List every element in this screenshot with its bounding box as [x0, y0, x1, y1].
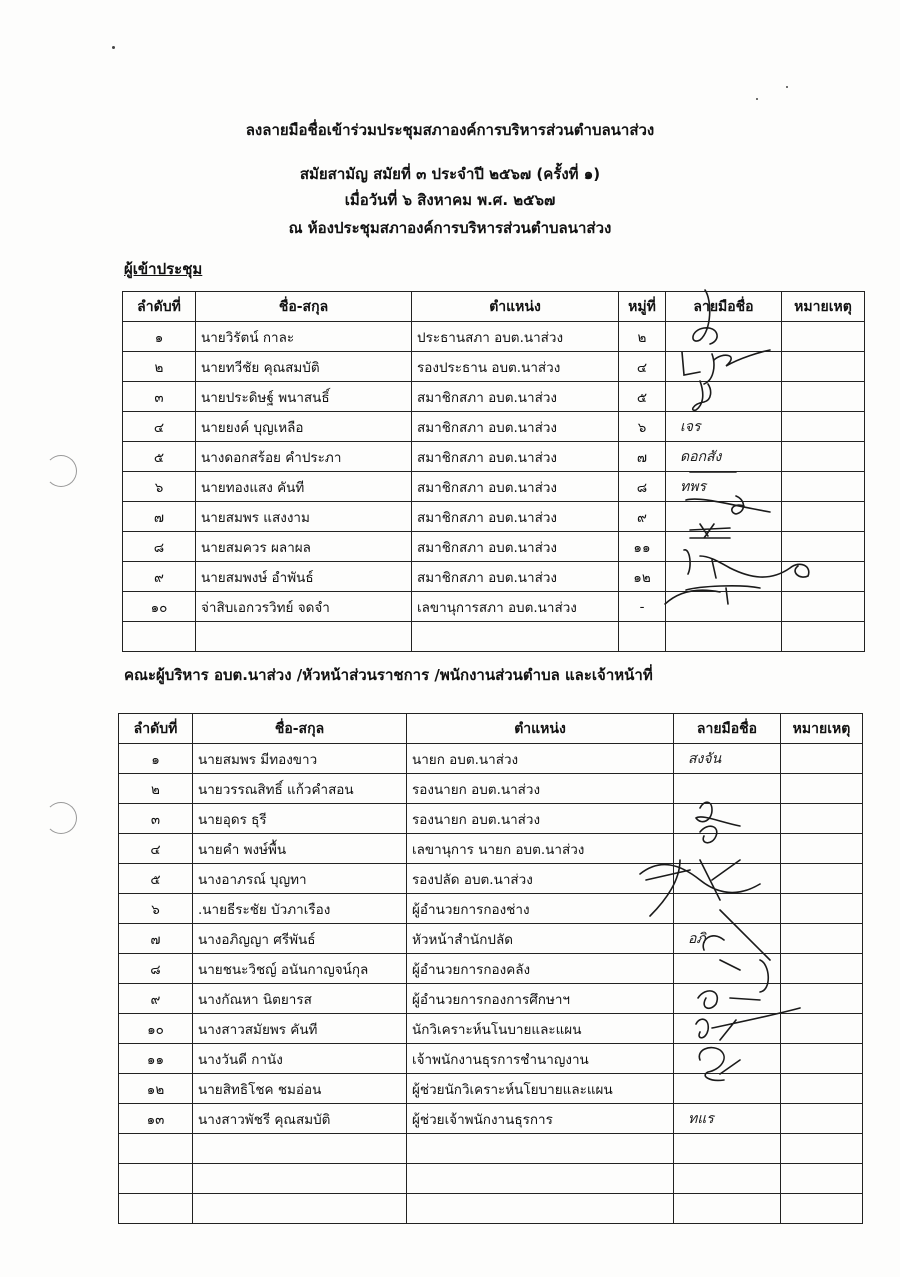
- row-number: ๗: [123, 502, 196, 532]
- village-number: ๔: [619, 352, 666, 382]
- col-header-number: ลำดับที่: [119, 714, 193, 744]
- row-number: ๕: [119, 864, 193, 894]
- staff-position: ผู้ช่วยนักวิเคราะห์นโยบายและแผน: [407, 1074, 674, 1104]
- handwritten-signature: ทแร: [688, 1111, 714, 1127]
- row-number: ๑๑: [119, 1044, 193, 1074]
- member-name: นายสมพร แสงงาม: [196, 502, 412, 532]
- staff-name: นางอภิญญา ศรีพันธ์: [193, 924, 407, 954]
- member-name: นายวิรัตน์ กาละ: [196, 322, 412, 352]
- row-number: ๑๐: [123, 592, 196, 622]
- col-header-name: ชื่อ-สกุล: [193, 714, 407, 744]
- signature-stroke: [703, 936, 768, 992]
- col-header-position: ตำแหน่ง: [407, 714, 674, 744]
- signature-stroke: [700, 826, 717, 843]
- col-header-remarks: หมายเหตุ: [781, 714, 863, 744]
- col-header-name: ชื่อ-สกุล: [196, 292, 412, 322]
- member-position: สมาชิกสภา อบต.นาส่วง: [412, 442, 619, 472]
- signature-stroke: [696, 1008, 800, 1040]
- row-number: ๒: [119, 774, 193, 804]
- staff-position: ผู้ช่วยเจ้าพนักงานธุรการ: [407, 1104, 674, 1134]
- row-number: ๖: [119, 894, 193, 924]
- executives-section-label: คณะผู้บริหาร อบต.นาส่วง /หัวหน้าส่วนราชการ /พนักงานส่วนตำบล และเจ้าหน้าที่: [124, 666, 653, 684]
- staff-position: รองปลัด อบต.นาส่วง: [407, 864, 674, 894]
- row-number: ๙: [123, 562, 196, 592]
- signature-stroke: [693, 290, 717, 344]
- staff-name: .นายธีระชัย บัวภาเรือง: [193, 894, 407, 924]
- row-number: ๘: [119, 954, 193, 984]
- village-number: ๒: [619, 322, 666, 352]
- staff-position: รองนายก อบต.นาส่วง: [407, 804, 674, 834]
- member-position: ประธานสภา อบต.นาส่วง: [412, 322, 619, 352]
- signature-stroke: [686, 472, 770, 512]
- row-number: ๑: [119, 744, 193, 774]
- staff-position: นักวิเคราะห์นโนบายและแผน: [407, 1014, 674, 1044]
- signature-stroke: [693, 381, 711, 410]
- venue-line: ณ ห้องประชุมสภาองค์การบริหารส่วนตำบลนาส่วง: [288, 219, 612, 237]
- session-line: สมัยสามัญ สมัยที่ ๓ ประจำปี ๒๕๖๗ (ครั้งที่ ๑): [299, 165, 601, 183]
- member-position: สมาชิกสภา อบต.นาส่วง: [412, 382, 619, 412]
- row-number: ๓: [123, 382, 196, 412]
- staff-position: ผู้อำนวยการกองการศึกษาฯ: [407, 984, 674, 1014]
- signature-stroke: [682, 350, 770, 384]
- signature-stroke: [699, 1048, 740, 1081]
- col-header-position: ตำแหน่ง: [412, 292, 619, 322]
- staff-name: นายอุดร ธุรี: [193, 804, 407, 834]
- staff-name: นางอาภรณ์ บุญทา: [193, 864, 407, 894]
- attendees-section-label: ผู้เข้าประชุม: [124, 260, 203, 278]
- row-number: ๙: [119, 984, 193, 1014]
- handwritten-signature: ทพร: [680, 479, 706, 495]
- signature-stroke: [698, 991, 760, 1008]
- member-name: นายสมควร ผลาผล: [196, 532, 412, 562]
- member-name: นายประดิษฐ์ พนาสนธิ์: [196, 382, 412, 412]
- village-number: ๑๒: [619, 562, 666, 592]
- staff-name: นางกัณหา นิตยารส: [193, 984, 407, 1014]
- member-name: นายสมพงษ์ อำพันธ์: [196, 562, 412, 592]
- row-number: ๕: [123, 442, 196, 472]
- row-number: ๒: [123, 352, 196, 382]
- staff-name: นางสาวพัชรี คุณสมบัติ: [193, 1104, 407, 1134]
- staff-position: ผู้อำนวยการกองช่าง: [407, 894, 674, 924]
- member-name: จ่าสิบเอกวรวิทย์ จดจำ: [196, 592, 412, 622]
- member-position: สมาชิกสภา อบต.นาส่วง: [412, 412, 619, 442]
- document-title: ลงลายมือชื่อเข้าร่วมประชุมสภาองค์การบริหารส่วนตำบลนาส่วง: [245, 121, 655, 139]
- member-name: นายทองแสง คันที: [196, 472, 412, 502]
- col-header-village: หมู่ที่: [619, 292, 666, 322]
- member-position: สมาชิกสภา อบต.นาส่วง: [412, 532, 619, 562]
- staff-position: รองนายก อบต.นาส่วง: [407, 774, 674, 804]
- row-number: ๗: [119, 924, 193, 954]
- village-number: -: [619, 592, 666, 622]
- member-position: สมาชิกสภา อบต.นาส่วง: [412, 502, 619, 532]
- col-header-remarks: หมายเหตุ: [782, 292, 865, 322]
- member-position: รองประธาน อบต.นาส่วง: [412, 352, 619, 382]
- row-number: ๑๓: [119, 1104, 193, 1134]
- village-number: ๕: [619, 382, 666, 412]
- signature-stroke: [690, 524, 730, 538]
- handwritten-signature: สงจัน: [688, 751, 722, 767]
- staff-name: นายชนะวิชญ์ อนันกาญจน์กุล: [193, 954, 407, 984]
- col-header-number: ลำดับที่: [123, 292, 196, 322]
- village-number: ๘: [619, 472, 666, 502]
- signature-stroke: [640, 860, 770, 960]
- village-number: ๖: [619, 412, 666, 442]
- member-name: นายยงค์ บุญเหลือ: [196, 412, 412, 442]
- village-number: ๗: [619, 442, 666, 472]
- member-name: นายทวีชัย คุณสมบัติ: [196, 352, 412, 382]
- staff-name: นายสมพร มีทองขาว: [193, 744, 407, 774]
- staff-position: ผู้อำนวยการกองคลัง: [407, 954, 674, 984]
- staff-position: เจ้าพนักงานธุรการชำนาญงาน: [407, 1044, 674, 1074]
- member-position: เลขานุการสภา อบต.นาส่วง: [412, 592, 619, 622]
- signature-stroke: [696, 802, 740, 826]
- member-name: นางดอกสร้อย คำประภา: [196, 442, 412, 472]
- staff-name: นายคำ พงษ์พื้น: [193, 834, 407, 864]
- staff-position: หัวหน้าสำนักปลัด: [407, 924, 674, 954]
- row-number: ๔: [119, 834, 193, 864]
- row-number: ๑: [123, 322, 196, 352]
- staff-position: นายก อบต.นาส่วง: [407, 744, 674, 774]
- handwritten-signature: อภิ: [688, 931, 706, 947]
- staff-name: นางวันดี กานัง: [193, 1044, 407, 1074]
- col-header-signature: ลายมือชื่อ: [666, 292, 782, 322]
- staff-name: นางสาวสมัยพร คันที: [193, 1014, 407, 1044]
- row-number: ๑๒: [119, 1074, 193, 1104]
- village-number: ๑๑: [619, 532, 666, 562]
- village-number: ๙: [619, 502, 666, 532]
- staff-position: เลขานุการ นายก อบต.นาส่วง: [407, 834, 674, 864]
- row-number: ๘: [123, 532, 196, 562]
- row-number: ๔: [123, 412, 196, 442]
- staff-name: นายวรรณสิทธิ์ แก้วคำสอน: [193, 774, 407, 804]
- date-line: เมื่อวันที่ ๖ สิงหาคม พ.ศ. ๒๕๖๗: [344, 191, 556, 209]
- member-position: สมาชิกสภา อบต.นาส่วง: [412, 472, 619, 502]
- row-number: ๖: [123, 472, 196, 502]
- member-position: สมาชิกสภา อบต.นาส่วง: [412, 562, 619, 592]
- col-header-signature: ลายมือชื่อ: [674, 714, 781, 744]
- handwritten-signature: ดอกสัง: [680, 449, 722, 465]
- row-number: ๓: [119, 804, 193, 834]
- row-number: ๑๐: [119, 1014, 193, 1044]
- signature-stroke: [665, 586, 760, 604]
- staff-name: นายสิทธิโชค ชมอ่อน: [193, 1074, 407, 1104]
- handwritten-signature: เจร: [680, 419, 701, 435]
- signature-stroke: [684, 550, 809, 578]
